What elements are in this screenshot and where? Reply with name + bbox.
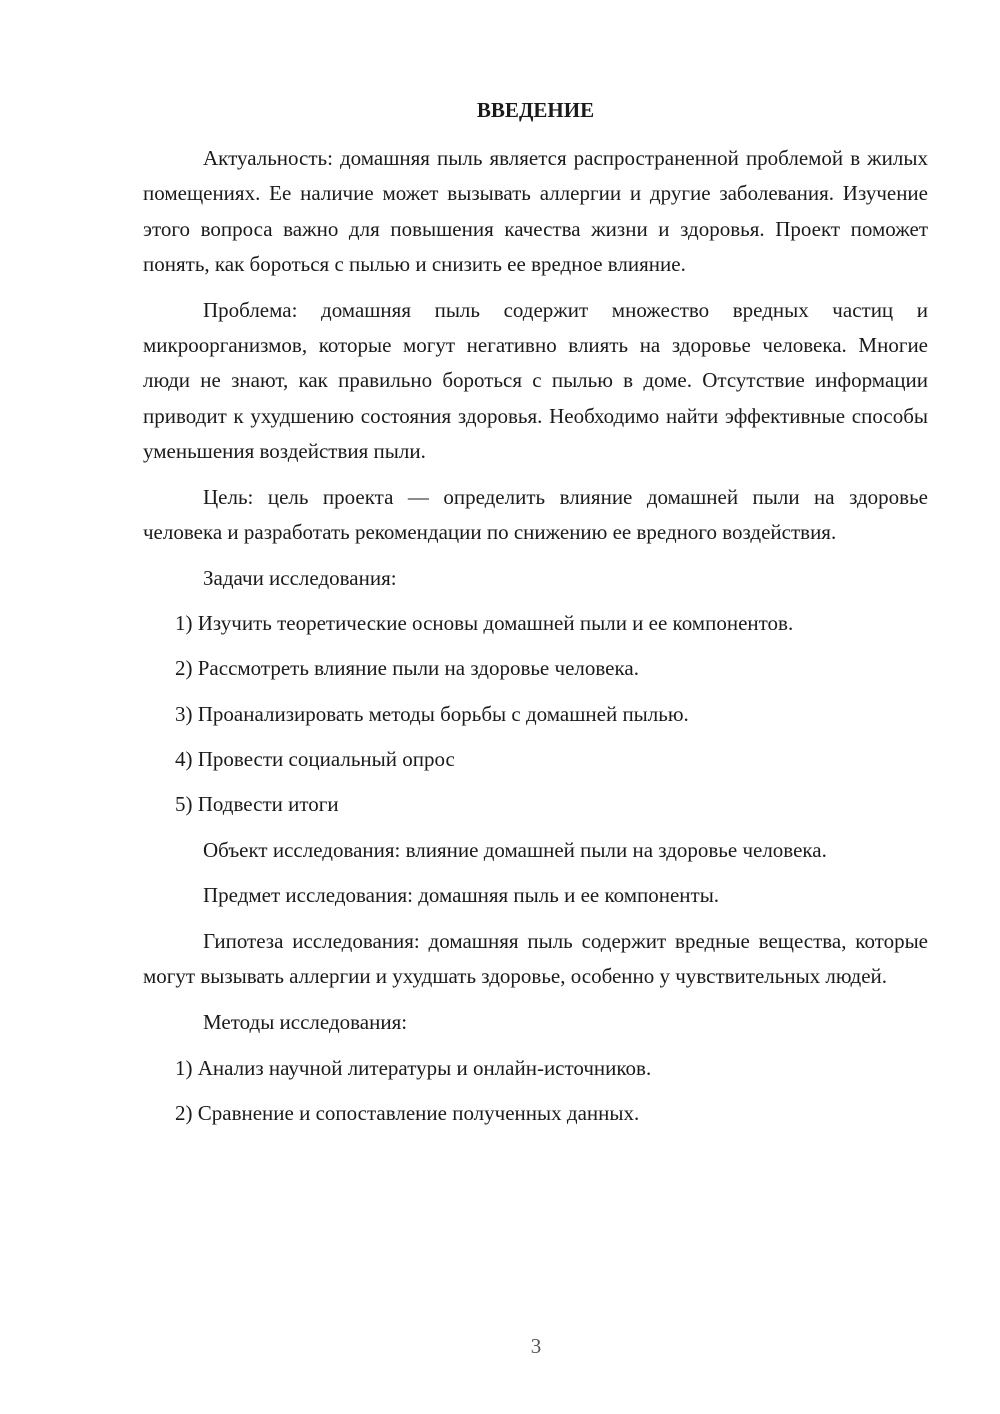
methods-heading: Методы исследования: (203, 1010, 408, 1035)
object-paragraph: Объект исследования: влияние домашней пыли на здоровье человека. (203, 837, 827, 862)
relevance-paragraph: Актуальность: домашняя пыль является распространенной проблемой в жилых помещениях. Ее наличие может вызывать аллергии и другие заболевания. Изучение этого вопроса важно для повышения качества жизни и здоровья. Проект поможет понять, как бороться с пылью и снизить ее вредное влияние. (143, 146, 928, 276)
hypothesis-paragraph: Гипотеза исследования: домашняя пыль содержит вредные вещества, которые могут вызывать аллергии и ухудшать здоровье, особенно у чувствительных людей. (143, 929, 928, 989)
task-item: 4) Провести социальный опрос (175, 746, 455, 771)
task-item: 2) Рассмотреть влияние пыли на здоровье человека. (175, 656, 639, 681)
problem-paragraph: Проблема: домашняя пыль содержит множество вредных частиц и микроорганизмов, которые могут негативно влиять на здоровье человека. Многие люди не знают, как правильно бороться с пылью в доме. Отсутствие информации приводит к ухудшению состояния здоровья. Необходимо найти эффективные способы уменьшения воздействия пыли. (143, 297, 928, 463)
tasks-heading: Задачи исследования: (203, 565, 397, 590)
task-item: 3) Проанализировать методы борьбы с домашней пылью. (175, 701, 689, 726)
goal-paragraph: Цель: цель проекта — определить влияние домашней пыли на здоровье человека и разработать рекомендации по снижению ее вредного воздействия. (143, 484, 928, 544)
method-item: 2) Сравнение и сопоставление полученных данных. (175, 1100, 640, 1125)
method-item: 1) Анализ научной литературы и онлайн-источников. (175, 1055, 652, 1080)
document-page (143, 93, 928, 1141)
task-item: 5) Подвести итоги (175, 792, 339, 817)
page-title: ВВЕДЕНИЕ (476, 98, 595, 122)
subject-paragraph: Предмет исследования: домашняя пыль и ее компоненты. (203, 883, 720, 908)
task-item: 1) Изучить теоретические основы домашней пыли и ее компонентов. (175, 611, 794, 636)
tasks-list (143, 606, 928, 822)
methods-list (143, 1051, 928, 1131)
page-number: 3 (530, 1334, 542, 1358)
